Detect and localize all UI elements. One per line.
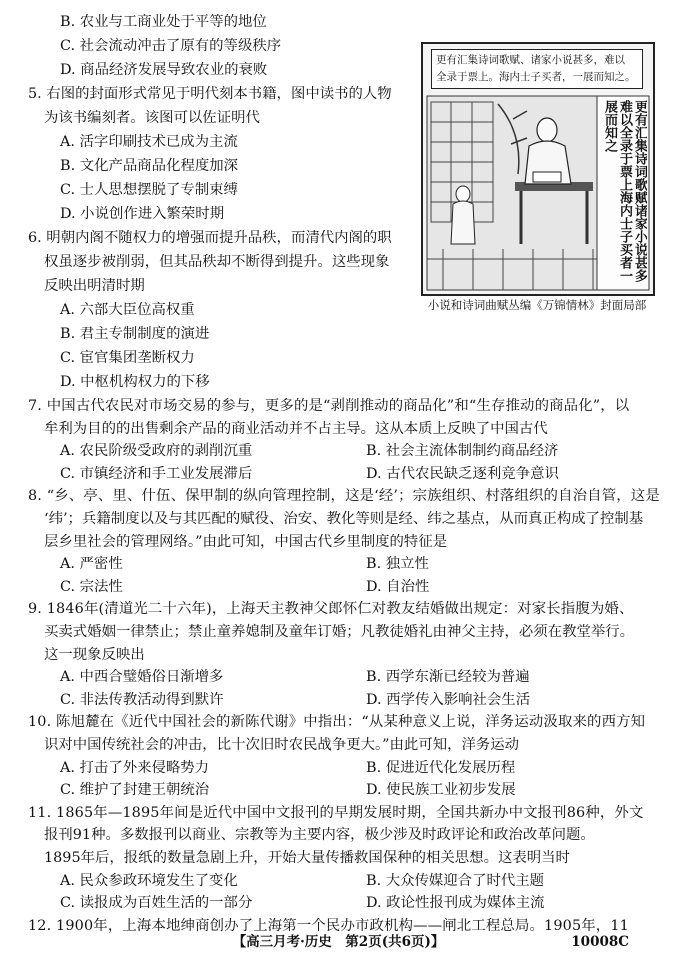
q6-stem-line3: 反映出明清时期	[44, 278, 145, 294]
q11-option-b: B. 大众传媒迎合了时代主题	[366, 872, 545, 889]
q9-option-b: B. 西学东渐已经较为普遍	[366, 669, 530, 686]
q11-stem-line1: 11. 1865年—1895年间是近代中国中文报刊的早期发展时期，全国共新办中文报刊86种，外文	[28, 804, 644, 821]
q4-option-b: B. 农业与工商业处于平等的地位	[60, 14, 267, 30]
q5-stem-line1: 5. 右图的封面形式常见于明代刻本书籍，图中读书的人物	[28, 86, 392, 102]
q9-stem-line1: 9. 1846年(清道光二十六年)，上海天主教神父郎怀仁对教友结婚做出规定：对家长指腹为婚、	[28, 601, 634, 618]
book-cover-figure	[421, 42, 655, 296]
q9-stem-line3: 这一现象反映出	[44, 646, 145, 663]
q5-option-d: D. 小说创作进入繁荣时期	[60, 206, 225, 222]
q10-option-a: A. 打击了外来侵略势力	[60, 759, 210, 776]
q6-option-a: A. 六部大臣位高权重	[60, 302, 195, 318]
q9-stem-line2: 买卖式婚姻一律禁止；禁止童养媳制及童年订婚；凡教徒婚礼由神父主持，必须在教堂举行。	[44, 624, 635, 640]
q7-stem-line2: 牟利为目的的出售剩余产品的商业活动并不占主导。这从本质上反映了中国古代	[44, 420, 548, 437]
q4-option-c: C. 社会流动冲击了原有的等级秩序	[60, 38, 282, 54]
q8-option-c: C. 宗法性	[60, 578, 123, 595]
q8-option-d: D. 自治性	[366, 578, 430, 595]
q7-option-a: A. 农民阶级受政府的剥削沉重	[60, 443, 253, 460]
q11-option-c: C. 读报成为百姓生活的一部分	[60, 895, 253, 912]
q7-option-c: C. 市镇经济和手工业发展滞后	[60, 465, 253, 482]
q4-option-d: D. 商品经济发展导致农业的衰败	[60, 62, 268, 78]
q10-stem-line2: 识对中国传统社会的冲击，比十次旧时农民战争更大。”由此可知，洋务运动	[44, 737, 520, 753]
footer-exam-code: 10008C	[571, 934, 629, 950]
q7-option-b: B. 社会主流体制制约商品经济	[366, 443, 559, 460]
q5-option-b: B. 文化产品商品化程度加深	[60, 158, 239, 174]
cover-text-box	[431, 49, 643, 89]
q9-option-d: D. 西学传入影响社会生活	[366, 691, 531, 708]
q6-option-c: C. 宦官集团垄断权力	[60, 350, 195, 366]
q8-option-a: A. 严密性	[60, 556, 123, 573]
q8-stem-line1: 8. “乡、亭、里、什伍、保甲制的纵向管理控制，这是‘经’；宗族组织、村落组织的自治自管，这是	[28, 488, 660, 505]
q6-option-b: B. 君主专制制度的演进	[60, 326, 210, 342]
q5-option-c: C. 士人思想摆脱了专制束缚	[60, 182, 238, 198]
figure-caption: 小说和诗词曲赋丛编《万锦情林》封面局部	[427, 298, 647, 312]
q11-stem-line3: 1895年后，报纸的数量急剧上升，开始大量传播救国保种的相关思想。这表明当时	[44, 850, 570, 866]
q6-stem-line1: 6. 明朝内阁不随权力的增强而提升品秩，而清代内阁的职	[28, 230, 392, 246]
q10-option-d: D. 使民族工业初步发展	[366, 782, 516, 799]
cover-text-line1: 更有汇集诗词歌赋、诸家小说甚多，难以	[436, 54, 625, 66]
q7-option-d: D. 古代农民缺乏逐利竞争意识	[366, 465, 559, 482]
q9-option-c: C. 非法传教活动得到默许	[60, 691, 224, 708]
footer-page-info: 【高三月考·历史 第2页(共6页)】	[232, 934, 445, 950]
q10-option-c: C. 维护了封建王朝统治	[60, 782, 210, 799]
q8-option-b: B. 独立性	[366, 556, 429, 573]
q11-option-a: A. 民众参政环境发生了变化	[60, 872, 238, 889]
q11-stem-line2: 报刊91种。多数报刊以商业、宗教等为主要内容，极少涉及时政评论和政治改革问题。	[44, 827, 595, 844]
cover-text-line2: 全录于票上。海内士子买者，一展而知之。	[436, 71, 636, 83]
q10-stem-line1: 10. 陈旭麓在《近代中国社会的新陈代谢》中指出：“从某种意义上说，洋务运动汲取来的西方知	[28, 714, 646, 731]
q10-option-b: B. 促进近代化发展历程	[366, 759, 516, 776]
vertical-cover-text: 更有汇集诗词歌赋诸家小说甚多难以全录于票上海内士子买者一展而知之	[602, 100, 647, 282]
q9-option-a: A. 中西合璧婚俗日渐增多	[60, 669, 224, 686]
q12-stem-line1: 12. 1900年，上海本地绅商创办了上海第一个民办市政机构——闸北工程总局。1905年，11	[28, 917, 629, 934]
q11-option-d: D. 政论性报刊成为媒体主流	[366, 895, 545, 912]
q7-stem-line1: 7. 中国古代农民对市场交易的参与，更多的是“剥削推动的商品化”和“生存推动的商品化”，以	[28, 398, 630, 414]
q8-stem-line3: 层乡里社会的管理网络。”由此可知，中国古代乡里制度的特征是	[44, 533, 448, 550]
q6-stem-line2: 权虽逐步被削弱，但其品秩却不断得到提升。这些现象	[44, 254, 390, 270]
q5-stem-line2: 为该书编刻者。该图可以佐证明代	[44, 110, 260, 126]
q5-option-a: A. 活字印刷技术已成为主流	[60, 134, 238, 150]
q8-stem-line2: ‘纬’；兵籍制度以及与其匹配的赋役、治安、教化等则是经、纬之基点，从而真正构成了控制基	[44, 511, 644, 527]
q6-option-d: D. 中枢机构权力的下移	[60, 374, 210, 390]
